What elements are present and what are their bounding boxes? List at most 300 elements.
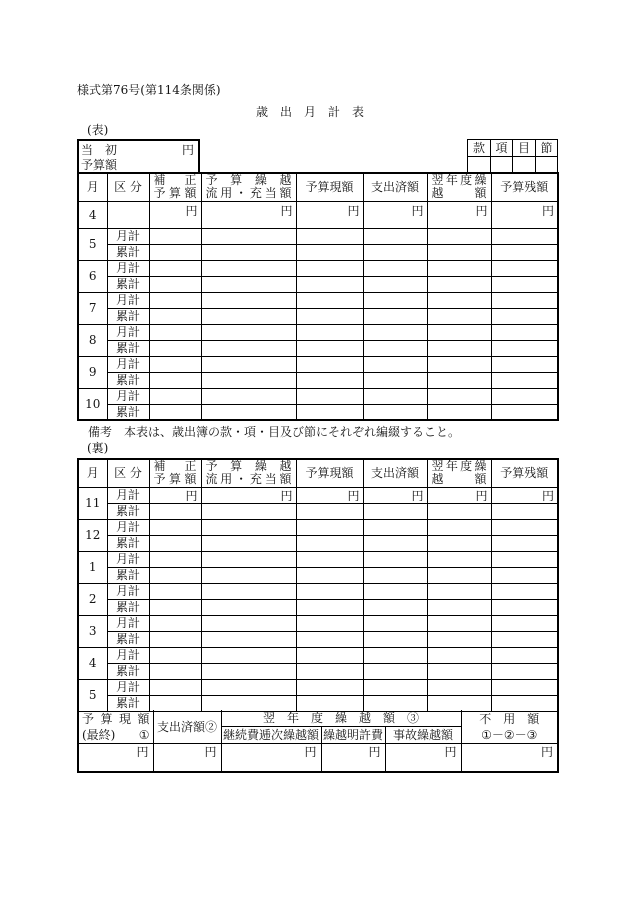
- remaining-budget-cell: [491, 356, 558, 372]
- current-budget-cell: [296, 551, 363, 567]
- month-cell: 7: [78, 292, 107, 324]
- column-header-category: 区 分: [107, 459, 149, 487]
- summary-header-expended: 支出済額②: [153, 710, 221, 744]
- month-cell: 5: [78, 228, 107, 260]
- carryover-transfer-cell: [201, 551, 296, 567]
- month-row-monthly: [78, 583, 558, 599]
- column-header-line-2: 予算額: [153, 186, 197, 201]
- summary-unused-formula: ①－②－③: [481, 727, 538, 742]
- carryover-transfer-cell: [201, 503, 296, 519]
- current-budget-cell: [296, 647, 363, 663]
- summary-expended-cell: 円: [153, 744, 221, 772]
- next-year-carryover-cell: [427, 631, 491, 647]
- month-row-cumulative: [78, 631, 558, 647]
- initial-budget-unit: 円: [181, 143, 194, 157]
- current-budget-cell: [296, 615, 363, 631]
- classification-kan-value: [468, 157, 491, 173]
- column-header-line-2: 越 額: [431, 186, 487, 201]
- expended-cell: [363, 535, 427, 551]
- expended-cell: [363, 324, 427, 340]
- front-table-body: [78, 201, 558, 420]
- remaining-budget-cell: [491, 388, 558, 404]
- front-side-label: (表): [87, 123, 109, 137]
- column-header-supplementary-budget: [149, 173, 201, 201]
- category-cell: [107, 201, 149, 228]
- month-row-monthly: [78, 487, 558, 503]
- remaining-budget-cell: [491, 583, 558, 599]
- expended-cell: [363, 519, 427, 535]
- remaining-budget-cell: 円: [491, 201, 558, 228]
- current-budget-cell: [296, 567, 363, 583]
- classification-value-row: [468, 157, 558, 173]
- current-budget-cell: [296, 404, 363, 420]
- next-year-carryover-cell: [427, 388, 491, 404]
- category-cumulative-label: 累計: [107, 372, 149, 388]
- supplementary-budget-cell: [149, 551, 201, 567]
- column-header-line-1: 補 正: [153, 173, 197, 188]
- classification-kou-value: [491, 157, 513, 173]
- supplementary-budget-cell: [149, 324, 201, 340]
- month-row-cumulative: [78, 372, 558, 388]
- column-header-line-2: 予算額: [153, 472, 197, 487]
- month-row-cumulative: [78, 308, 558, 324]
- supplementary-budget-cell: [149, 372, 201, 388]
- carryover-transfer-cell: [201, 260, 296, 276]
- month-row-cumulative: [78, 503, 558, 519]
- category-monthly-label: 月計: [107, 487, 149, 503]
- back-side-label: (裏): [87, 441, 109, 455]
- category-cumulative-label: 累計: [107, 340, 149, 356]
- carryover-transfer-cell: [201, 372, 296, 388]
- summary-header-row: [78, 710, 558, 727]
- classification-setsu-value: [536, 157, 558, 173]
- month-cell: 2: [78, 583, 107, 615]
- classification-kou-label: 項: [491, 140, 513, 157]
- remaining-budget-cell: [491, 535, 558, 551]
- current-budget-cell: [296, 260, 363, 276]
- supplementary-budget-cell: [149, 535, 201, 551]
- remaining-budget-cell: [491, 404, 558, 420]
- month-cell: 1: [78, 551, 107, 583]
- remaining-budget-cell: [491, 324, 558, 340]
- next-year-carryover-cell: [427, 695, 491, 711]
- next-year-carryover-cell: [427, 324, 491, 340]
- expended-cell: [363, 228, 427, 244]
- month-row-monthly: [78, 679, 558, 695]
- next-year-carryover-cell: [427, 340, 491, 356]
- category-cumulative-label: 累計: [107, 244, 149, 260]
- expended-cell: [363, 647, 427, 663]
- supplementary-budget-cell: 円: [149, 487, 201, 503]
- expended-cell: [363, 276, 427, 292]
- category-cumulative-label: 累計: [107, 308, 149, 324]
- current-budget-cell: [296, 535, 363, 551]
- supplementary-budget-cell: [149, 356, 201, 372]
- annual-summary-table: [77, 710, 559, 773]
- current-budget-cell: [296, 583, 363, 599]
- summary-header-next-year-carryover: 翌 年 度 繰 越 額 ③: [221, 710, 461, 727]
- column-header-remaining-budget: 予算残額: [491, 173, 558, 201]
- month-row-cumulative: [78, 599, 558, 615]
- current-budget-cell: [296, 679, 363, 695]
- next-year-carryover-cell: [427, 519, 491, 535]
- classification-moku-value: [513, 157, 536, 173]
- expended-cell: [363, 599, 427, 615]
- supplementary-budget-cell: [149, 679, 201, 695]
- back-table-body: [78, 487, 558, 711]
- supplementary-budget-cell: [149, 647, 201, 663]
- category-monthly-label: 月計: [107, 519, 149, 535]
- summary-unused-label: 不 用 額: [479, 711, 540, 726]
- carryover-transfer-cell: [201, 583, 296, 599]
- column-header-month: 月: [78, 173, 107, 201]
- month-cell: 8: [78, 324, 107, 356]
- summary-header-continuing-expense-carryover: 継続費逓次繰越額: [222, 728, 319, 742]
- expended-cell: [363, 615, 427, 631]
- summary-accident-carryover-cell: 円: [385, 744, 461, 772]
- category-monthly-label: 月計: [107, 615, 149, 631]
- expended-cell: [363, 663, 427, 679]
- month-cell: 6: [78, 260, 107, 292]
- remaining-budget-cell: [491, 292, 558, 308]
- classification-box: [467, 139, 558, 173]
- carryover-transfer-cell: [201, 567, 296, 583]
- remaining-budget-cell: [491, 276, 558, 292]
- next-year-carryover-cell: [427, 599, 491, 615]
- summary-header-explicit-carryover: 繰越明許費: [322, 728, 383, 742]
- classification-kan-label: 款: [468, 140, 491, 157]
- carryover-transfer-cell: [201, 356, 296, 372]
- current-budget-cell: [296, 372, 363, 388]
- remaining-budget-cell: [491, 551, 558, 567]
- next-year-carryover-cell: [427, 404, 491, 420]
- remaining-budget-cell: [491, 631, 558, 647]
- month-row-monthly: [78, 228, 558, 244]
- category-cumulative-label: 累計: [107, 503, 149, 519]
- next-year-carryover-cell: 円: [427, 201, 491, 228]
- category-monthly-label: 月計: [107, 583, 149, 599]
- carryover-transfer-cell: [201, 599, 296, 615]
- month-cell: 12: [78, 519, 107, 551]
- remarks-note: 備考 本表は、歳出簿の款・項・目及び節にそれぞれ編綴すること。: [88, 425, 461, 439]
- month-row-cumulative: [78, 244, 558, 260]
- expended-cell: [363, 631, 427, 647]
- next-year-carryover-cell: [427, 567, 491, 583]
- month-row-cumulative: [78, 404, 558, 420]
- carryover-transfer-cell: [201, 647, 296, 663]
- summary-current-budget-sublabel-line: [82, 727, 150, 743]
- summary-explicit-carryover-cell: 円: [321, 744, 385, 772]
- expended-cell: [363, 503, 427, 519]
- next-year-carryover-cell: [427, 244, 491, 260]
- month-row-monthly: [78, 551, 558, 567]
- current-budget-cell: [296, 631, 363, 647]
- column-header-line-2: 流用・充当額: [205, 472, 292, 487]
- month-cell: 3: [78, 615, 107, 647]
- carryover-transfer-cell: [201, 324, 296, 340]
- category-monthly-label: 月計: [107, 356, 149, 372]
- column-header-category: 区 分: [107, 173, 149, 201]
- current-budget-cell: [296, 276, 363, 292]
- form-number: 様式第76号(第114条関係): [77, 83, 221, 97]
- column-header-supplementary-budget: [149, 459, 201, 487]
- current-budget-cell: [296, 356, 363, 372]
- carryover-transfer-cell: [201, 276, 296, 292]
- category-cumulative-label: 累計: [107, 599, 149, 615]
- summary-current-budget-final-label: (最終): [82, 727, 116, 742]
- supplementary-budget-cell: [149, 244, 201, 260]
- supplementary-budget-cell: [149, 308, 201, 324]
- carryover-transfer-cell: [201, 404, 296, 420]
- month-row-cumulative: [78, 695, 558, 711]
- supplementary-budget-cell: [149, 340, 201, 356]
- category-cumulative-label: 累計: [107, 535, 149, 551]
- column-header-line-1: 予 算 繰 越: [205, 459, 292, 474]
- summary-current-budget-cell: 円: [78, 744, 153, 772]
- remaining-budget-cell: [491, 679, 558, 695]
- month-row-cumulative: [78, 276, 558, 292]
- front-monthly-table: [77, 172, 559, 421]
- remaining-budget-cell: [491, 308, 558, 324]
- column-header-expended: 支出済額: [363, 459, 427, 487]
- next-year-carryover-cell: [427, 679, 491, 695]
- month-row-monthly: [78, 356, 558, 372]
- category-cumulative-label: 累計: [107, 404, 149, 420]
- category-monthly-label: 月計: [107, 292, 149, 308]
- current-budget-cell: [296, 388, 363, 404]
- next-year-carryover-cell: [427, 308, 491, 324]
- next-year-carryover-cell: [427, 276, 491, 292]
- remaining-budget-cell: [491, 695, 558, 711]
- next-year-carryover-cell: [427, 535, 491, 551]
- expended-cell: [363, 244, 427, 260]
- next-year-carryover-cell: [427, 647, 491, 663]
- classification-moku-label: 目: [513, 140, 536, 157]
- column-header-line-1: 翌年度繰: [431, 173, 487, 188]
- summary-continuing-expense-cell: 円: [221, 744, 321, 772]
- remaining-budget-cell: [491, 260, 558, 276]
- supplementary-budget-cell: [149, 503, 201, 519]
- current-budget-cell: [296, 519, 363, 535]
- category-cumulative-label: 累計: [107, 631, 149, 647]
- category-monthly-label: 月計: [107, 228, 149, 244]
- category-monthly-label: 月計: [107, 679, 149, 695]
- initial-budget-label-line2: 予算額: [81, 158, 118, 172]
- summary-header-accident-carryover: 事故繰越額: [385, 727, 461, 744]
- expended-cell: [363, 567, 427, 583]
- next-year-carryover-cell: [427, 228, 491, 244]
- expended-cell: [363, 388, 427, 404]
- month-cell: 4: [78, 201, 107, 228]
- remaining-budget-cell: [491, 372, 558, 388]
- month-row-monthly: [78, 519, 558, 535]
- carryover-transfer-cell: [201, 631, 296, 647]
- back-monthly-table: [77, 458, 559, 712]
- next-year-carryover-cell: [427, 663, 491, 679]
- next-year-carryover-cell: [427, 583, 491, 599]
- remaining-budget-cell: [491, 340, 558, 356]
- expended-cell: [363, 356, 427, 372]
- month-cell: 11: [78, 487, 107, 519]
- remaining-budget-cell: [491, 519, 558, 535]
- month-row-monthly: [78, 388, 558, 404]
- summary-current-budget-label: 予 算 現 額: [82, 711, 150, 726]
- next-year-carryover-cell: 円: [427, 487, 491, 503]
- supplementary-budget-cell: [149, 631, 201, 647]
- month-cell: 10: [78, 388, 107, 420]
- category-monthly-label: 月計: [107, 260, 149, 276]
- column-header-expended: 支出済額: [363, 173, 427, 201]
- summary-unused-cell: 円: [461, 744, 558, 772]
- expended-cell: 円: [363, 487, 427, 503]
- month-cell: 4: [78, 647, 107, 679]
- carryover-transfer-cell: [201, 340, 296, 356]
- month-row-first: [78, 201, 558, 228]
- month-row-monthly: [78, 324, 558, 340]
- remaining-budget-cell: [491, 663, 558, 679]
- expended-cell: [363, 372, 427, 388]
- current-budget-cell: [296, 244, 363, 260]
- current-budget-cell: [296, 292, 363, 308]
- supplementary-budget-cell: [149, 228, 201, 244]
- category-monthly-label: 月計: [107, 647, 149, 663]
- supplementary-budget-cell: 円: [149, 201, 201, 228]
- remaining-budget-cell: [491, 615, 558, 631]
- carryover-transfer-cell: 円: [201, 201, 296, 228]
- summary-value-row: [78, 744, 558, 772]
- expended-cell: [363, 260, 427, 276]
- expended-cell: [363, 340, 427, 356]
- current-budget-cell: [296, 503, 363, 519]
- carryover-transfer-cell: [201, 695, 296, 711]
- month-cell: 5: [78, 679, 107, 711]
- column-header-month: 月: [78, 459, 107, 487]
- current-budget-cell: 円: [296, 487, 363, 503]
- month-row-cumulative: [78, 535, 558, 551]
- carryover-transfer-cell: [201, 308, 296, 324]
- remaining-budget-cell: [491, 244, 558, 260]
- column-header-line-2: 越 額: [431, 472, 487, 487]
- carryover-transfer-cell: [201, 535, 296, 551]
- next-year-carryover-cell: [427, 615, 491, 631]
- classification-header-row: [468, 140, 558, 157]
- carryover-transfer-cell: [201, 388, 296, 404]
- column-header-next-year-carryover: [427, 173, 491, 201]
- month-row-monthly: [78, 647, 558, 663]
- expended-cell: [363, 308, 427, 324]
- current-budget-cell: [296, 663, 363, 679]
- expended-cell: [363, 695, 427, 711]
- month-row-monthly: [78, 260, 558, 276]
- expended-cell: [363, 292, 427, 308]
- month-row-cumulative: [78, 567, 558, 583]
- summary-header-current-budget: [78, 710, 153, 744]
- category-monthly-label: 月計: [107, 551, 149, 567]
- supplementary-budget-cell: [149, 260, 201, 276]
- category-cumulative-label: 累計: [107, 663, 149, 679]
- initial-budget-box: [77, 139, 200, 173]
- column-header-line-1: 予 算 繰 越: [205, 173, 292, 188]
- expended-cell: [363, 551, 427, 567]
- column-header-next-year-carryover: [427, 459, 491, 487]
- next-year-carryover-cell: [427, 551, 491, 567]
- supplementary-budget-cell: [149, 292, 201, 308]
- carryover-transfer-cell: [201, 615, 296, 631]
- supplementary-budget-cell: [149, 404, 201, 420]
- category-cumulative-label: 累計: [107, 276, 149, 292]
- column-header-current-budget: 予算現額: [296, 459, 363, 487]
- supplementary-budget-cell: [149, 583, 201, 599]
- carryover-transfer-cell: [201, 244, 296, 260]
- column-header-line-1: 補 正: [153, 459, 197, 474]
- classification-setsu-label: 節: [536, 140, 558, 157]
- carryover-transfer-cell: 円: [201, 487, 296, 503]
- supplementary-budget-cell: [149, 519, 201, 535]
- carryover-transfer-cell: [201, 519, 296, 535]
- current-budget-cell: [296, 228, 363, 244]
- remaining-budget-cell: [491, 567, 558, 583]
- month-row-monthly: [78, 615, 558, 631]
- summary-current-budget-marker: ①: [138, 727, 150, 742]
- column-header-carryover-transfer: [201, 459, 296, 487]
- next-year-carryover-cell: [427, 292, 491, 308]
- current-budget-cell: [296, 308, 363, 324]
- carryover-transfer-cell: [201, 679, 296, 695]
- supplementary-budget-cell: [149, 567, 201, 583]
- current-budget-cell: [296, 599, 363, 615]
- expended-cell: 円: [363, 201, 427, 228]
- expended-cell: [363, 404, 427, 420]
- header-row: [78, 173, 558, 201]
- remaining-budget-cell: [491, 647, 558, 663]
- category-cumulative-label: 累計: [107, 567, 149, 583]
- column-header-remaining-budget: 予算残額: [491, 459, 558, 487]
- month-row-cumulative: [78, 340, 558, 356]
- current-budget-cell: 円: [296, 201, 363, 228]
- initial-budget-label: 当 初: [81, 143, 118, 157]
- supplementary-budget-cell: [149, 599, 201, 615]
- category-monthly-label: 月計: [107, 324, 149, 340]
- supplementary-budget-cell: [149, 695, 201, 711]
- header-row: [78, 459, 558, 487]
- expended-cell: [363, 679, 427, 695]
- supplementary-budget-cell: [149, 663, 201, 679]
- remaining-budget-cell: 円: [491, 487, 558, 503]
- summary-header-unused: [461, 710, 558, 744]
- column-header-line-2: 流用・充当額: [205, 186, 292, 201]
- next-year-carryover-cell: [427, 260, 491, 276]
- expended-cell: [363, 583, 427, 599]
- remaining-budget-cell: [491, 599, 558, 615]
- supplementary-budget-cell: [149, 276, 201, 292]
- month-row-cumulative: [78, 663, 558, 679]
- column-header-carryover-transfer: [201, 173, 296, 201]
- remaining-budget-cell: [491, 503, 558, 519]
- page-title: 歳 出 月 計 表: [255, 105, 364, 119]
- month-row-monthly: [78, 292, 558, 308]
- carryover-transfer-cell: [201, 292, 296, 308]
- column-header-line-1: 翌年度繰: [431, 459, 487, 474]
- current-budget-cell: [296, 324, 363, 340]
- category-monthly-label: 月計: [107, 388, 149, 404]
- carryover-transfer-cell: [201, 228, 296, 244]
- supplementary-budget-cell: [149, 388, 201, 404]
- carryover-transfer-cell: [201, 663, 296, 679]
- next-year-carryover-cell: [427, 503, 491, 519]
- month-cell: 9: [78, 356, 107, 388]
- remaining-budget-cell: [491, 228, 558, 244]
- supplementary-budget-cell: [149, 615, 201, 631]
